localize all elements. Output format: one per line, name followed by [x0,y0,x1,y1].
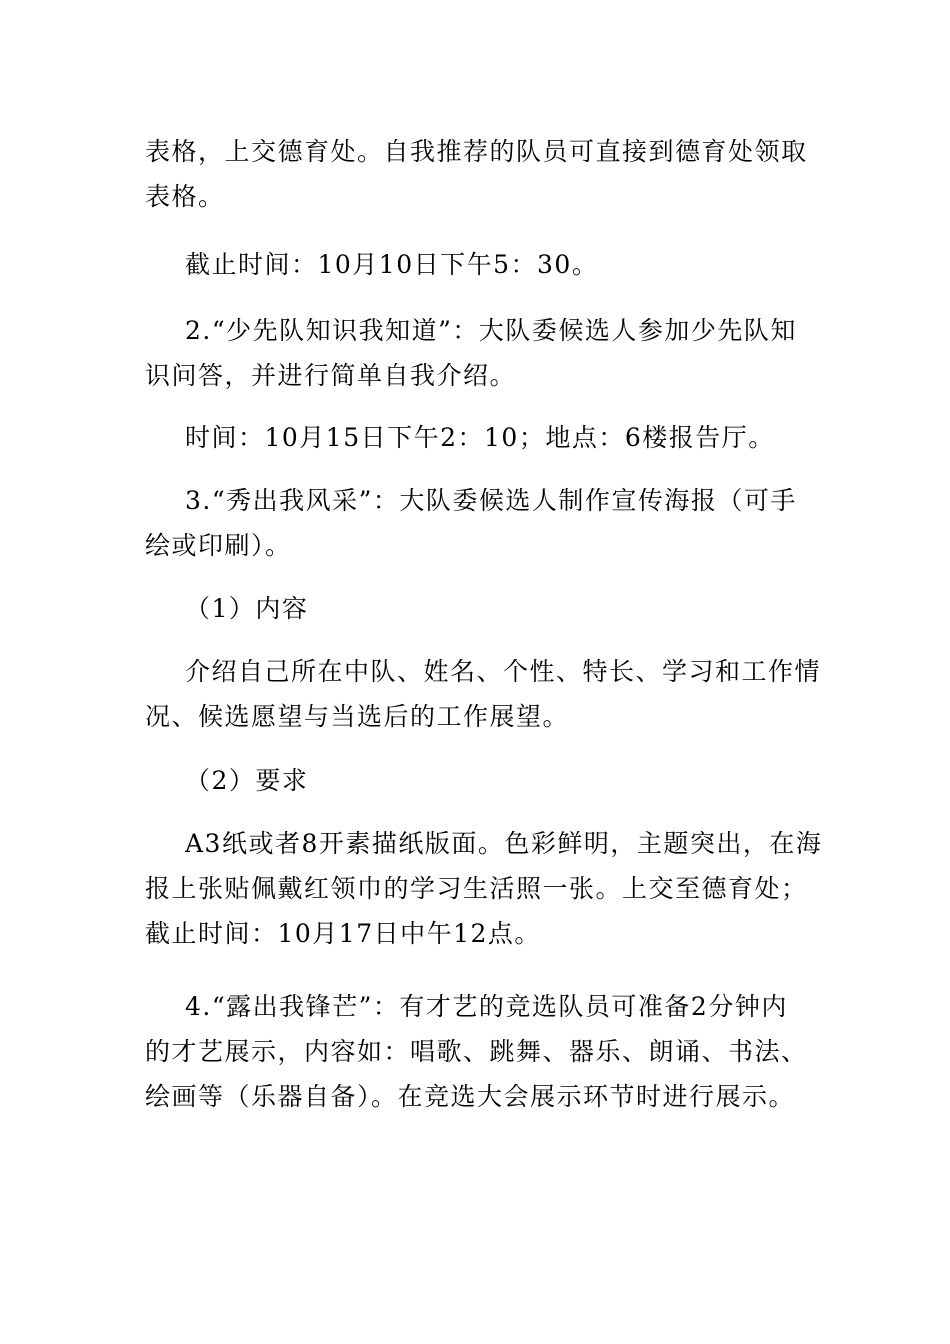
text-line: 介绍自己所在中队、姓名、个性、特长、学习和工作情 [185,657,822,686]
text-line: 4.“露出我锋芒”：有才艺的竞选队员可准备2分钟内 [185,992,788,1021]
text-line: 识问答，并进行简单自我介绍。 [145,361,517,390]
text-line: 绘或印刷）。 [145,531,292,560]
paragraph-item-2 [145,312,815,394]
text-line: 截止时间：10月10日下午5：30。 [185,250,599,279]
text-line: 截止时间：10月17日中午12点。 [145,919,541,948]
text-line: 绘画等（乐器自备）。在竞选大会展示环节时进行展示。 [145,1082,796,1111]
text-line: 3.“秀出我风采”：大队委候选人制作宣传海报（可手 [185,486,797,515]
paragraph-deadline-1 [185,246,855,283]
text-line: 表格，上交德育处。自我推荐的队员可直接到德育处领取 [145,137,808,166]
paragraph-requirements [145,825,823,952]
subheading-content [185,590,855,627]
text-line: 表格。 [145,182,225,211]
text-line: 况、候选愿望与当选后的工作展望。 [145,702,570,731]
subheading-requirements [185,762,855,799]
text-line: 报上张贴佩戴红领巾的学习生活照一张。上交至德育处； [145,874,808,903]
text-line: 2.“少先队知识我知道”：大队委候选人参加少先队知 [185,316,797,345]
text-line: A3纸或者8开素描纸版面。色彩鲜明，主题突出，在海 [185,829,823,858]
text-line: （1）内容 [185,594,309,623]
paragraph-item-4 [145,988,815,1115]
text-line: 时间：10月15日下午2：10；地点：6楼报告厅。 [185,423,775,452]
paragraph-time-location [185,419,855,456]
text-line: 的才艺展示，内容如：唱歌、跳舞、器乐、朗诵、书法、 [145,1037,808,1066]
paragraph-form-submission [145,133,815,215]
text-line: （2）要求 [185,766,309,795]
paragraph-item-3 [145,482,815,564]
paragraph-content-description [145,653,822,735]
